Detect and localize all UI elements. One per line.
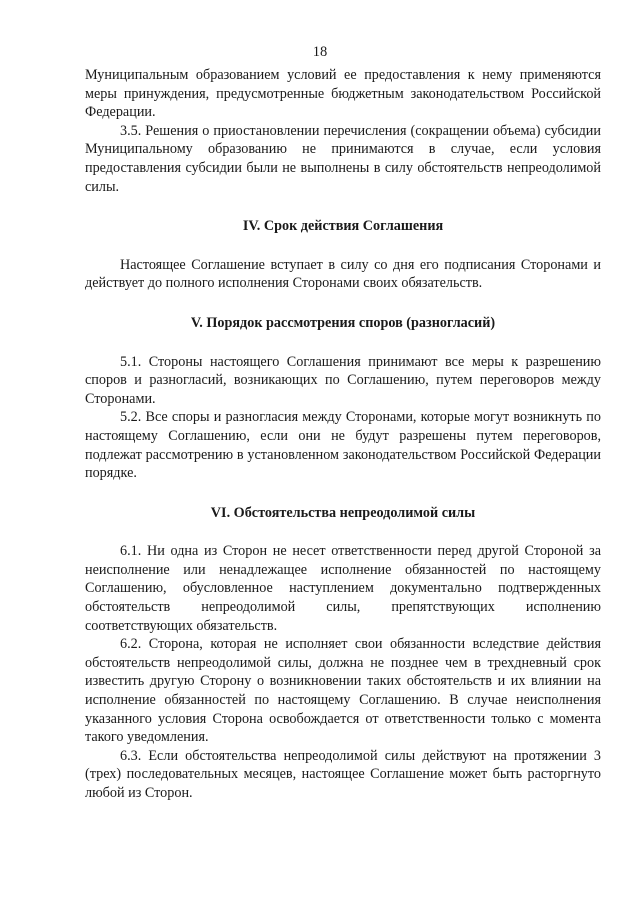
section-heading-v: V. Порядок рассмотрения споров (разногласий) (190, 314, 496, 331)
paragraph-3-4-continuation: Муниципальным образованием условий ее предоставления к нему применяются меры принуждения, предусмотренные бюджетным законодательством Российской Федерации. (85, 67, 601, 121)
paragraph-6-1: 6.1. Ни одна из Сторон не несет ответственности перед другой Стороной за неисполнение или ненадлежащее исполнение обязанностей по настоящему Соглашению, обусловленное наступлением документально подтвержденных обстоятельств непреодолимой силы, препятствующих исполнению соответствующих обязательств. (85, 543, 601, 634)
paragraph-5-2: 5.2. Все споры и разногласия между Сторонами, которые могут возникнуть по настоящему Соглашению, если они не будут разрешены путем переговоров, подлежат рассмотрению в установленном законодательством Российской Федерации порядке. (85, 409, 601, 482)
paragraph-6-3: 6.3. Если обстоятельства непреодолимой силы действуют на протяжении 3 (трех) последовательных месяцев, настоящее Соглашение может быть расторгнуто любой из Сторон. (85, 747, 601, 801)
paragraph-6-2: 6.2. Сторона, которая не исполняет свои обязанности вследствие действия обстоятельств непреодолимой силы, должна не позднее чем в трехдневный срок известить другую Сторону о возникновении таких обстоятельств и их влиянии на исполнение обязанностей по настоящему Соглашению. В случае неисполнения указанного условия Сторона освобождается от ответственности только с момента такого уведомления. (85, 636, 601, 746)
paragraph-3-5: 3.5. Решения о приостановлении перечисления (сокращении объема) субсидии Муниципальному образованию не принимаются в случае, если условия предоставления субсидии были не выполнены в силу обстоятельств непреодолимой силы. (85, 122, 601, 195)
document-body (85, 66, 601, 803)
section-heading-iv: IV. Срок действия Соглашения (242, 218, 444, 235)
page-number: 18 (312, 44, 328, 60)
paragraph-iv: Настоящее Соглашение вступает в силу со дня его подписания Сторонами и действует до полного исполнения Сторонами своих обязательств. (85, 256, 601, 292)
paragraph-5-1: 5.1. Стороны настоящего Соглашения принимают все меры к разрешению споров и разногласий, возникающих по Соглашению, путем переговоров между Сторонами. (85, 353, 601, 407)
section-heading-vi: VI. Обстоятельства непреодолимой силы (210, 504, 476, 521)
